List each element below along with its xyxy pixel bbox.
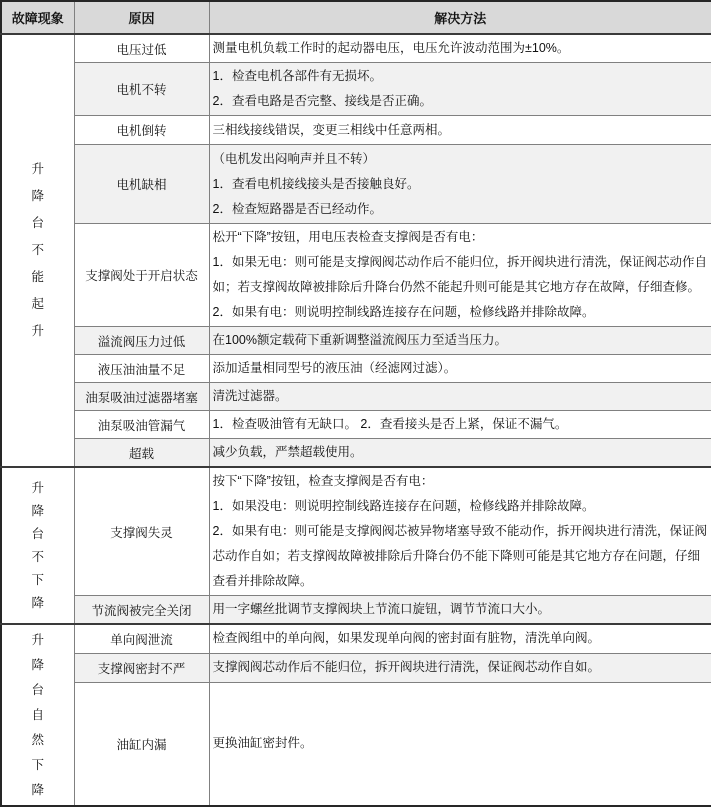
table-row — [1, 116, 711, 145]
table-row — [1, 624, 711, 653]
solution-cell — [209, 596, 711, 625]
solution-cell — [209, 355, 711, 383]
table-row — [1, 63, 711, 116]
solution-paragraph: 1．检查电机各部件有无损坏。 — [212, 69, 382, 83]
solution-paragraph: （电机发出闷响声并且不转） — [212, 151, 376, 166]
solution-paragraph: 三相线接线错误，变更三相线中任意两相。 — [212, 122, 451, 137]
solution-paragraph: 检查阀组中的单向阀，如果发现单向阀的密封面有脏物，清洗单向阀。 — [212, 631, 601, 646]
cause-cell: 液压油油量不足 — [74, 355, 209, 383]
phenomenon-cell — [1, 624, 74, 806]
solution-paragraph: 1．如果无电：则可能是支撑阀阀芯动作后不能归位，拆开阀块进行清洗，保证阀芯动作自如；若支撑阀故障被排除后升降台仍然不能起升则可能是其它地方存在故障，仔细查修。 — [212, 255, 707, 294]
solution-cell — [209, 411, 711, 439]
header-solution: 解决方法 — [209, 1, 711, 34]
table-row — [1, 224, 711, 327]
solution-cell — [209, 116, 711, 145]
cause-cell: 电机缺相 — [74, 145, 209, 224]
solution-paragraph: 在100%额定载荷下重新调整溢流阀压力至适当压力。 — [212, 333, 507, 347]
solution-paragraph: 1．如果没电：则说明控制线路连接存在问题，检修线路并排除故障。 — [212, 499, 595, 513]
table-row — [1, 467, 711, 596]
solution-paragraph: 2．如果有电：则可能是支撑阀阀芯被异物堵塞导致不能动作，拆开阀块进行清洗，保证阀芯动作自如；若支撑阀故障被排除后升降台仍不能下降则可能是其它地方存在问题，仔细查看并排除故障。 — [212, 524, 707, 588]
cause-cell: 超载 — [74, 439, 209, 468]
solution-cell — [209, 63, 711, 116]
table-row — [1, 355, 711, 383]
cause-cell: 溢流阀压力过低 — [74, 327, 209, 355]
solution-cell — [209, 145, 711, 224]
cause-cell: 单向阀泄流 — [74, 624, 209, 653]
solution-paragraph: 更换油缸密封件。 — [212, 736, 313, 751]
table-header-row — [1, 1, 711, 34]
solution-paragraph: 2．如果有电：则说明控制线路连接存在问题，检修线路并排除故障。 — [212, 305, 595, 319]
phenomenon-vertical-text: 升降台自然下降 — [31, 632, 44, 797]
solution-cell — [209, 34, 711, 63]
solution-cell — [209, 439, 711, 468]
cause-cell: 电压过低 — [74, 34, 209, 63]
solution-paragraph: 松开“下降”按钮，用电压表检查支撑阀是否有电： — [212, 230, 484, 244]
cause-cell: 支撑阀密封不严 — [74, 653, 209, 682]
table-row — [1, 653, 711, 682]
phenomenon-vertical-text: 升降台不下降 — [31, 480, 44, 610]
solution-paragraph: 1．检查吸油管有无缺口。 2．查看接头是否上紧，保证不漏气。 — [212, 417, 568, 431]
phenomenon-cell — [1, 467, 74, 624]
cause-cell: 支撑阀处于开启状态 — [74, 224, 209, 327]
table-row — [1, 327, 711, 355]
solution-paragraph: 添加适量相同型号的液压油（经滤网过滤）。 — [212, 361, 457, 375]
table-row — [1, 439, 711, 468]
solution-paragraph: 测量电机负载工作时的起动器电压，电压允许波动范围为±10%。 — [212, 41, 570, 55]
solution-cell — [209, 624, 711, 653]
solution-paragraph: 用一字螺丝批调节支撑阀块上节流口旋钮，调节节流口大小。 — [212, 602, 551, 616]
solution-paragraph: 1．查看电机接线接头是否接触良好。 — [212, 176, 420, 191]
table-row — [1, 682, 711, 806]
solution-cell — [209, 653, 711, 682]
table-row — [1, 145, 711, 224]
solution-cell — [209, 224, 711, 327]
cause-cell: 节流阀被完全关闭 — [74, 596, 209, 625]
solution-cell — [209, 467, 711, 596]
cause-cell: 油泵吸油管漏气 — [74, 411, 209, 439]
header-fault-phenomenon: 故障现象 — [1, 1, 74, 34]
solution-paragraph: 支撑阀阀芯动作后不能归位，拆开阀块进行清洗，保证阀芯动作自如。 — [212, 660, 601, 674]
table-row — [1, 383, 711, 411]
cause-cell: 油泵吸油过滤器堵塞 — [74, 383, 209, 411]
table-row — [1, 411, 711, 439]
solution-paragraph: 清洗过滤器。 — [212, 389, 288, 403]
solution-paragraph: 按下“下降”按钮，检查支撑阀是否有电： — [212, 474, 434, 488]
cause-cell: 电机不转 — [74, 63, 209, 116]
solution-paragraph: 2．查看电路是否完整、接线是否正确。 — [212, 94, 432, 108]
solution-cell — [209, 383, 711, 411]
table-row — [1, 596, 711, 625]
solution-paragraph: 减少负载，严禁超载使用。 — [212, 445, 363, 459]
phenomenon-cell — [1, 34, 74, 467]
solution-cell — [209, 682, 711, 806]
solution-cell — [209, 327, 711, 355]
table-row — [1, 34, 711, 63]
phenomenon-vertical-text: 升降台不能起升 — [31, 162, 44, 338]
header-cause: 原因 — [74, 1, 209, 34]
cause-cell: 油缸内漏 — [74, 682, 209, 806]
cause-cell: 支撑阀失灵 — [74, 467, 209, 596]
cause-cell: 电机倒转 — [74, 116, 209, 145]
solution-paragraph: 2．检查短路器是否已经动作。 — [212, 201, 382, 216]
